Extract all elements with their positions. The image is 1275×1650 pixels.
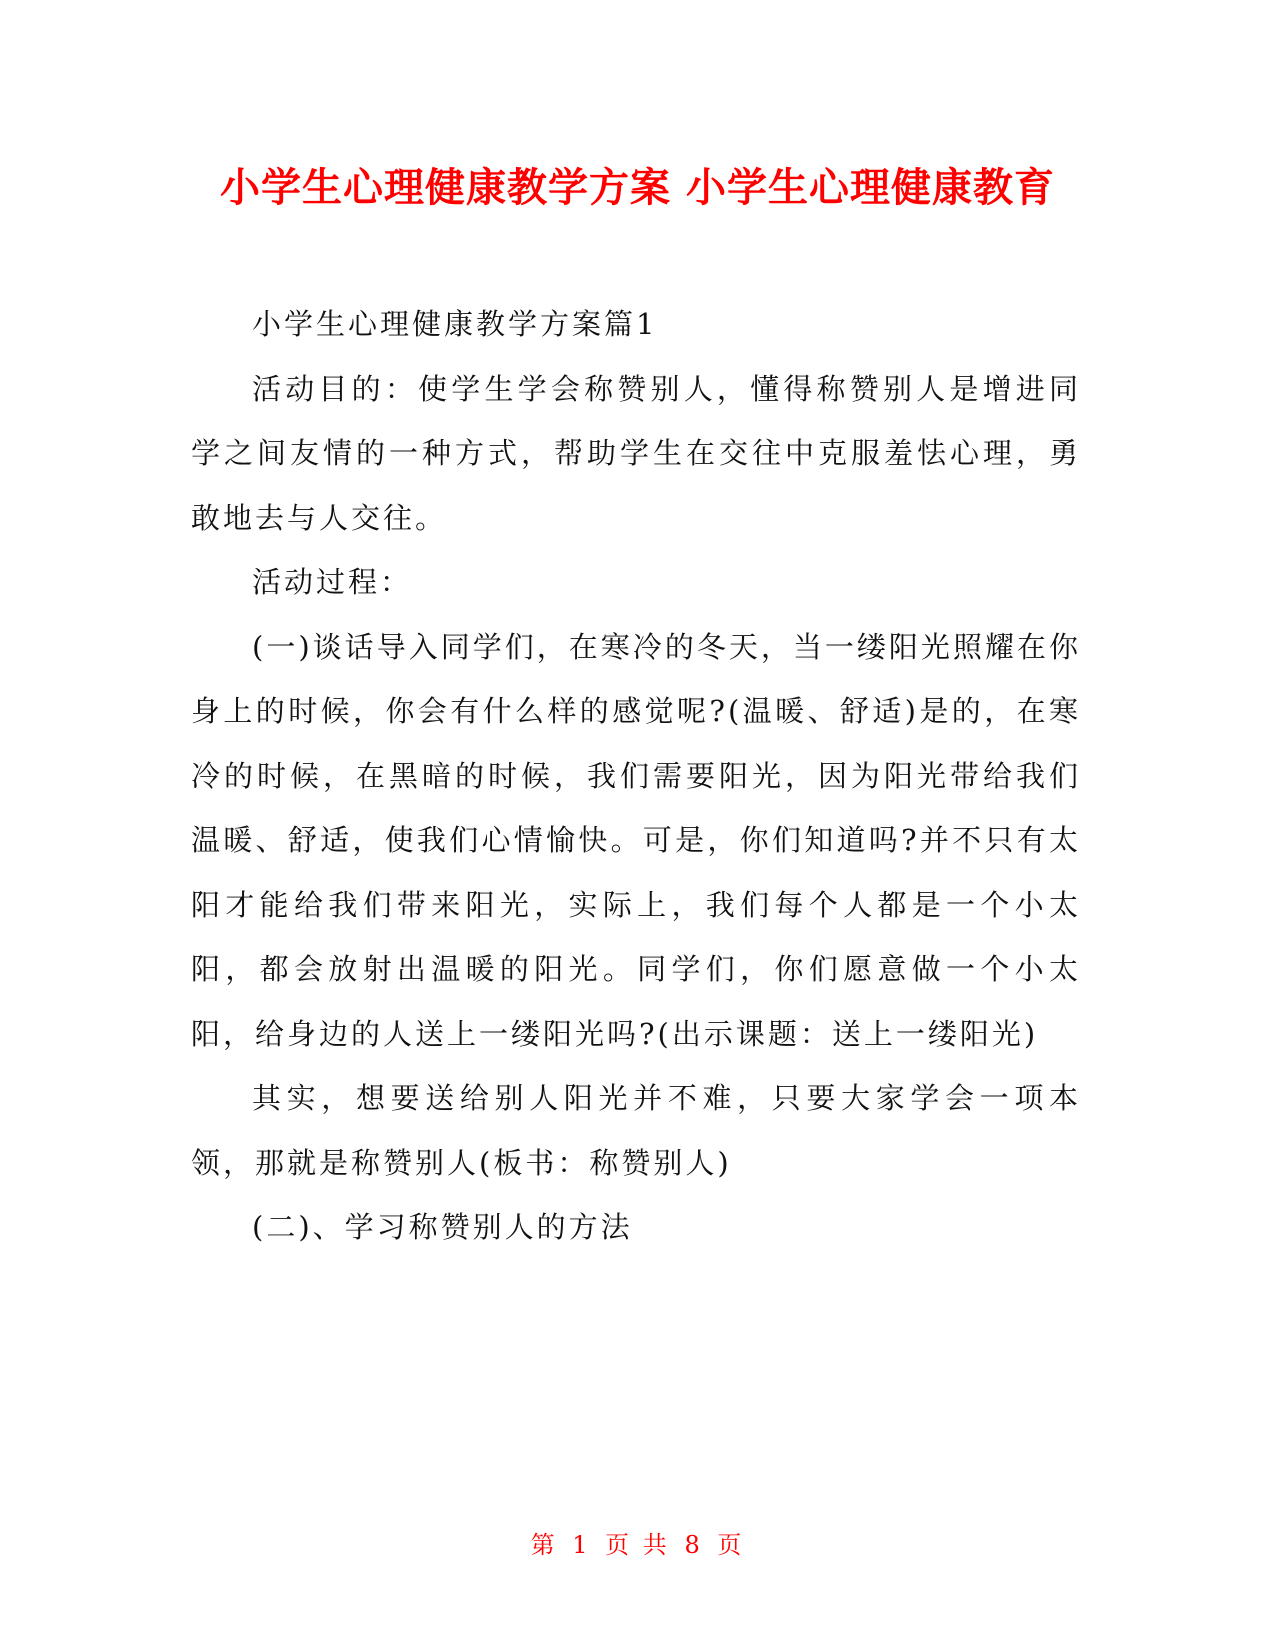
paragraph-activity-process: 活动过程：	[252, 565, 413, 599]
section-heading: 小学生心理健康教学方案篇1	[252, 307, 658, 341]
footer-current-page: 1	[572, 1531, 591, 1559]
paragraph-step-one: (一)谈话导入同学们，在寒冷的冬天，当一缕阳光照耀在你身上的时候，你会有什么样的感觉呢?(温暖、舒适)是的，在寒冷的时候，在黑暗的时候，我们需要阳光，因为阳光带给我们温暖、舒适，使我们心情愉快。可是，你们知道吗?并不只有太阳才能给我们带来阳光，实际上，我们每个人都是一个小太阳，都会放射出温暖的阳光。同学们，你们愿意做一个小太阳，给身边的人送上一缕阳光吗?(出示课题：送上一缕阳光)	[191, 629, 1081, 1051]
document-title: 小学生心理健康教学方案 小学生心理健康教育	[220, 165, 1055, 211]
page-footer	[0, 1530, 1275, 1560]
footer-middle: 页 共	[605, 1531, 670, 1559]
document-body	[191, 292, 1081, 1260]
paragraph-praise-intro: 其实，想要送给别人阳光并不难，只要大家学会一项本领，那就是称赞别人(板书：称赞别人)	[191, 1081, 1081, 1180]
paragraph-step-two: (二)、学习称赞别人的方法	[252, 1210, 633, 1244]
footer-suffix: 页	[717, 1531, 745, 1559]
paragraph-activity-goal: 活动目的：使学生学会称赞别人，懂得称赞别人是增进同学之间友情的一种方式，帮助学生在交往中克服羞怯心理，勇敢地去与人交往。	[191, 371, 1081, 535]
footer-prefix: 第	[530, 1531, 558, 1559]
footer-total-pages: 8	[684, 1531, 703, 1559]
